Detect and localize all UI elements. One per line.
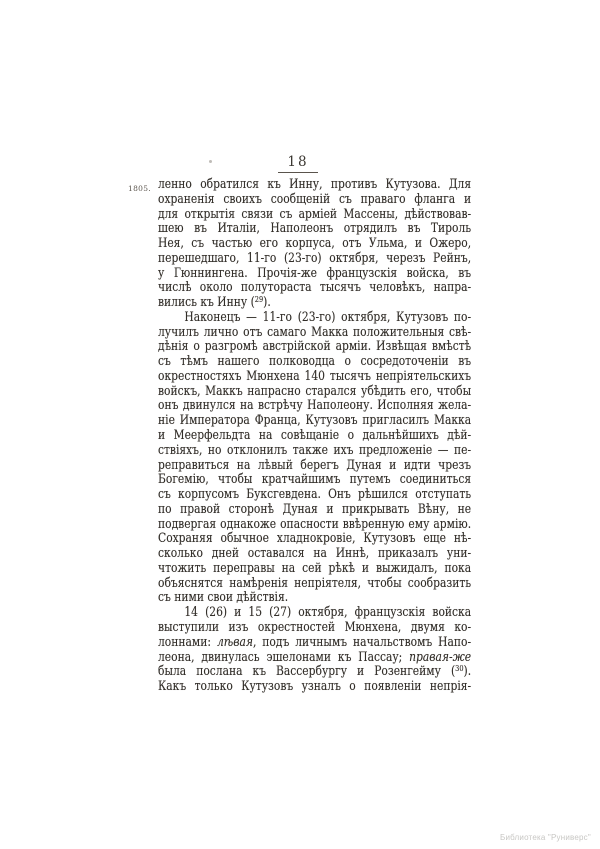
body-text — [158, 178, 471, 695]
text-line: реправиться на лѣвый берегъ Дуная и идти чрезъ — [158, 457, 472, 473]
text-line: окрестностяхъ Мюнхена 140 тысячъ непріятельскихъ — [158, 368, 472, 384]
text-line: по правой сторонѣ Дуная и прикрывать Вѣну, не — [158, 501, 472, 517]
text-line: Нея, съ частью его корпуса, отъ Ульма, и Ожеро, — [158, 236, 472, 252]
text-line: сколько дней оставался на Иннѣ, приказалъ уни- — [158, 546, 472, 562]
text-line: Богемію, чтобы кратчайшимъ путемъ соединиться — [158, 472, 472, 488]
page-header — [270, 151, 326, 173]
text-line: съ тѣмъ нашего полководца о сосредоточеніи въ — [158, 354, 472, 370]
ink-speck — [209, 160, 212, 163]
library-watermark: Библиотека "Руниверс" — [500, 833, 591, 842]
text-line: была послана къ Вассербургу и Розенгейму ($^{30}$). — [158, 664, 472, 680]
text-line: леона, двинулась эшелонами къ Пассау; правая-же — [158, 649, 472, 665]
text-line: чтожить переправы на сей рѣкѣ и выжидалъ, пока — [158, 560, 472, 576]
text-line: дѣнія о разгромѣ австрійской арміи. Извѣщая вмѣстѣ — [158, 339, 472, 355]
text-line: вились къ Инну ($^{29}$). — [158, 295, 271, 311]
text-line: объяснятся намѣренія непріятеля, чтобы сообразить — [158, 575, 472, 591]
text-line: съ ними свои дѣйствія. — [158, 590, 289, 606]
page-number: 18 — [287, 154, 309, 170]
text-line: ленно обратился къ Инну, противъ Кутузова. Для — [158, 177, 472, 192]
margin-note-year: 1805. — [128, 184, 151, 193]
text-line: числѣ около полутораста тысячъ человѣкъ, напра- — [158, 280, 472, 296]
text-line: лоннами: лѣвая, подъ личнымъ начальствомъ Напо- — [158, 634, 472, 650]
text-line: Наконецъ — 11-го (23-го) октября, Кутузовъ по- — [184, 309, 472, 325]
text-line: съ корпусомъ Буксгевдена. Онъ рѣшился отступать — [158, 487, 472, 503]
text-line: Сохраняя обычное хладнокровіе, Кутузовъ еще нѣ- — [158, 531, 472, 547]
text-line: и Меерфельдта на совѣщаніе о дальнѣйшихъ дѣй- — [158, 428, 472, 444]
text-line: лучилъ лично отъ самаго Макка положительныя свѣ- — [158, 324, 472, 340]
text-line: охраненія своихъ сообщеній съ праваго фланга и — [158, 191, 472, 207]
text-line: Какъ только Кутузовъ узналъ о появленіи непрія- — [158, 679, 472, 695]
text-line: 14 (26) и 15 (27) октября, французскія войска — [184, 605, 472, 621]
text-line: выступили изъ окрестностей Мюнхена, двумя ко- — [158, 619, 472, 635]
text-line: у Гюннингена. Прочія-же французскія войска, въ — [158, 265, 472, 281]
text-line: шею въ Италіи, Наполеонъ отрядилъ въ Тироль — [158, 221, 472, 237]
text-line: перешедшаго, 11-го (23-го) октября, черезъ Рейнъ, — [158, 250, 472, 266]
page-number-rule — [278, 172, 318, 173]
text-line: онъ двинулся на встрѣчу Наполеону. Исполняя жела- — [158, 398, 472, 414]
text-line: подвергая однакоже опасности ввѣренную ему армію. — [158, 516, 472, 532]
text-line: ствіяхъ, но отклонилъ также ихъ предложеніе — пе- — [158, 442, 472, 458]
text-line: ніе Императора Франца, Кутузовъ пригласилъ Макка — [158, 413, 472, 429]
text-line: для открытія связи съ арміей Массены, дѣйствовав- — [158, 206, 472, 222]
text-line: войскъ, Маккъ напрасно старался убѣдить его, чтобы — [158, 383, 472, 399]
